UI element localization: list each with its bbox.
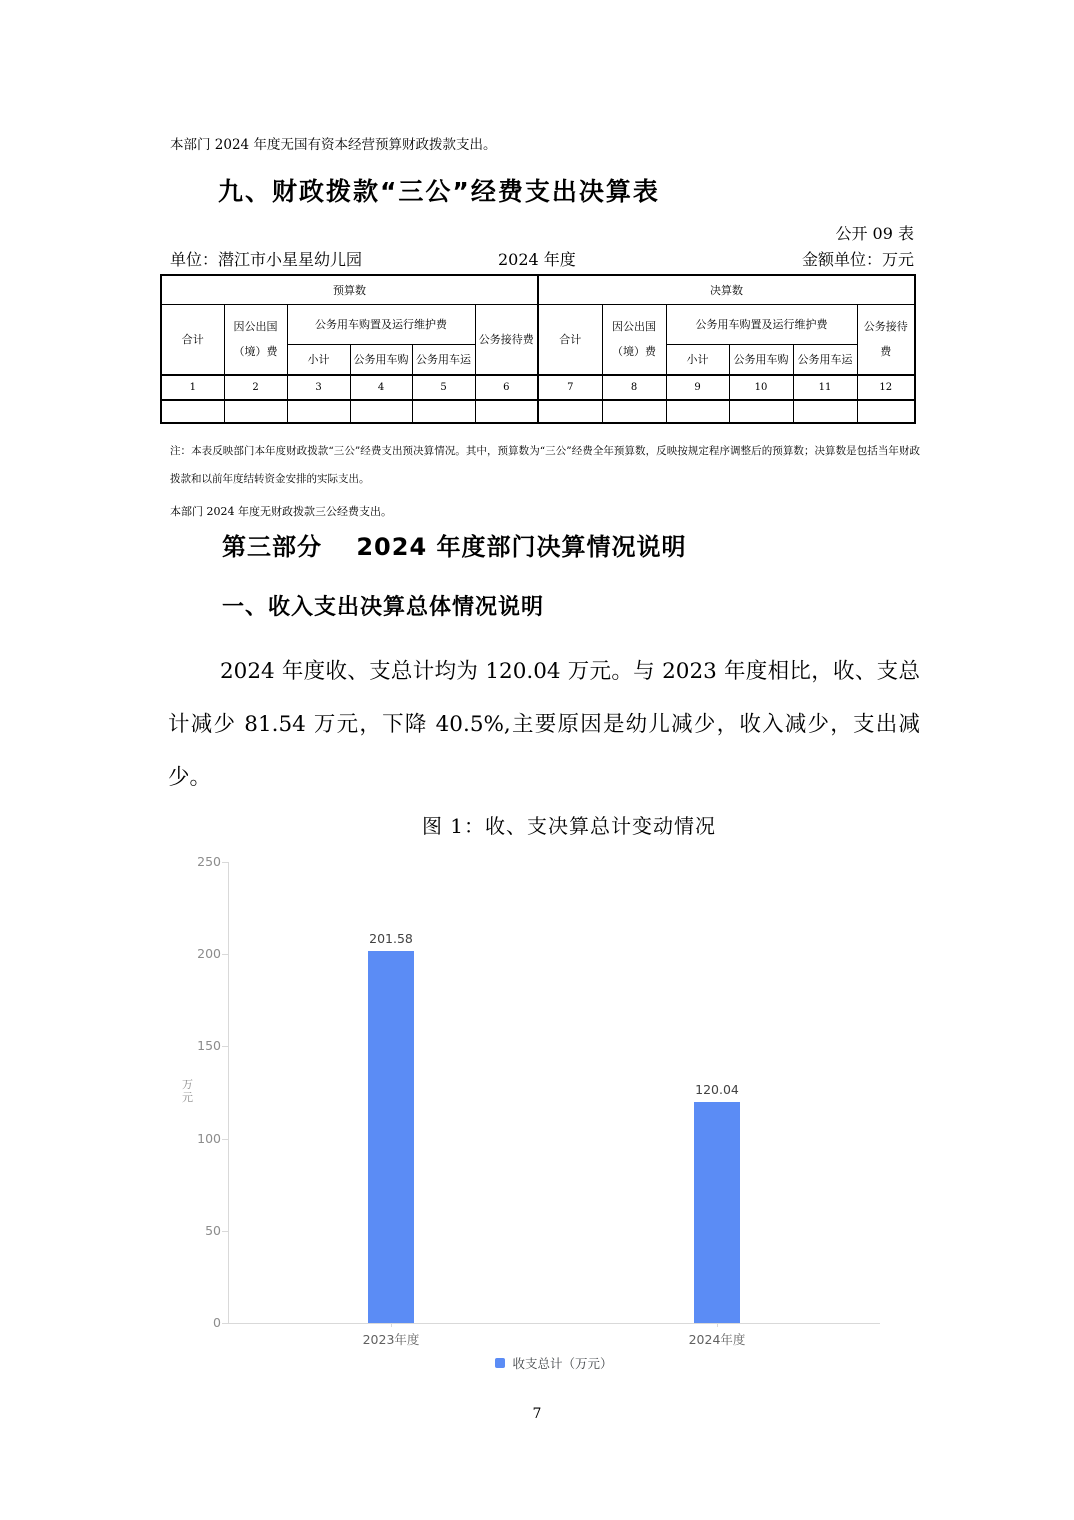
header-reception-final: 公务接待 费 [857, 304, 915, 375]
header-subtotal-final: 小计 [666, 344, 729, 375]
column-index-row: 1 2 3 4 5 6 7 8 9 10 11 12 [161, 375, 915, 400]
y-tick-label: 0 [213, 1315, 221, 1330]
no-expense-text: 本部门 2024 年度无财政拨款三公经费支出。 [170, 505, 392, 518]
y-tick-label: 150 [197, 1038, 221, 1054]
y-tick-label: 250 [197, 854, 221, 869]
y-tick-mark [222, 862, 228, 863]
y-axis-line [228, 862, 229, 1323]
bar-value-label: 201.58 [369, 931, 413, 947]
y-tick-mark [222, 1323, 228, 1324]
header-operation-final: 公务用车运 [793, 344, 857, 375]
y-tick-mark [222, 954, 228, 955]
x-category-label: 2023年度 [362, 1332, 420, 1347]
y-tick-label: 100 [197, 1130, 221, 1146]
x-tick-mark [717, 1323, 718, 1327]
y-tick-label: 200 [197, 946, 221, 962]
header-purchase-budget: 公务用车购 [350, 344, 412, 375]
page-number: 7 [532, 1406, 542, 1422]
amount-unit-label: 金额单位：万元 [801, 250, 914, 269]
legend-label: 收支总计（万元） [512, 1356, 613, 1371]
y-tick-mark [222, 1139, 228, 1140]
header-total-final: 合计 [538, 304, 602, 375]
bar-chart [170, 850, 886, 1380]
section1-title: 一、收入支出决算总体情况说明 [222, 595, 545, 620]
year-label: 2024 年度 [498, 250, 576, 269]
table-note: 注：本表反映部门本年度财政拨款“三公”经费支出预决算情况。其中，预算数为“三公”经费全年预算数，反映按规定程序调整后的预算数；决算数是包括当年财政拨款和以前年度结转资金安排的实际支出。 [170, 445, 920, 485]
y-tick-mark [222, 1046, 228, 1047]
y-tick-mark [222, 1231, 228, 1232]
table-row [161, 304, 915, 344]
empty-data-row [161, 400, 915, 423]
header-reception-budget: 公务接待费 [475, 304, 538, 375]
y-axis-title: 万元 [182, 1078, 193, 1104]
header-subtotal-budget: 小计 [287, 344, 350, 375]
sangong-expense-table [160, 274, 916, 424]
header-purchase-final: 公务用车购 [729, 344, 793, 375]
header-total-budget: 合计 [161, 304, 224, 375]
header-abroad-final: 因公出国 （境）费 [602, 304, 666, 375]
group-header-final: 决算数 [538, 275, 915, 304]
group-header-budget: 预算数 [161, 275, 538, 304]
x-category-label: 2024年度 [688, 1332, 746, 1347]
x-tick-mark [391, 1323, 392, 1327]
table-row [161, 275, 915, 304]
unit-label: 单位：潜江市小星星幼儿园 [170, 250, 363, 269]
summary-paragraph: 2024 年度收、支总计均为 120.04 万元。与 2023 年度相比，收、支总计减少 81.54 万元，下降 40.5%,主要原因是幼儿减少，收入减少，支出减少。 [168, 659, 920, 790]
bar-value-label: 120.04 [695, 1081, 739, 1097]
chart-legend [228, 1354, 880, 1372]
legend-marker-icon [495, 1358, 505, 1368]
header-vehicle-group-final: 公务用车购置及运行维护费 [666, 304, 857, 344]
figure-title: 图 1：收、支决算总计变动情况 [421, 814, 717, 838]
header-vehicle-group-budget: 公务用车购置及运行维护费 [287, 304, 475, 344]
x-axis-line [228, 1323, 880, 1324]
table-code: 公开 09 表 [835, 224, 914, 243]
header-operation-budget: 公务用车运 [412, 344, 475, 375]
section9-title: 九、财政拨款“三公”经费支出决算表 [218, 177, 660, 206]
header-abroad-budget: 因公出国 （境）费 [224, 304, 287, 375]
bar [368, 951, 414, 1323]
y-tick-label: 50 [205, 1222, 221, 1238]
bar [694, 1102, 740, 1323]
intro-text: 本部门 2024 年度无国有资本经营预算财政拨款支出。 [170, 137, 497, 153]
part3-title: 第三部分 2024 年度部门决算情况说明 [222, 533, 687, 561]
